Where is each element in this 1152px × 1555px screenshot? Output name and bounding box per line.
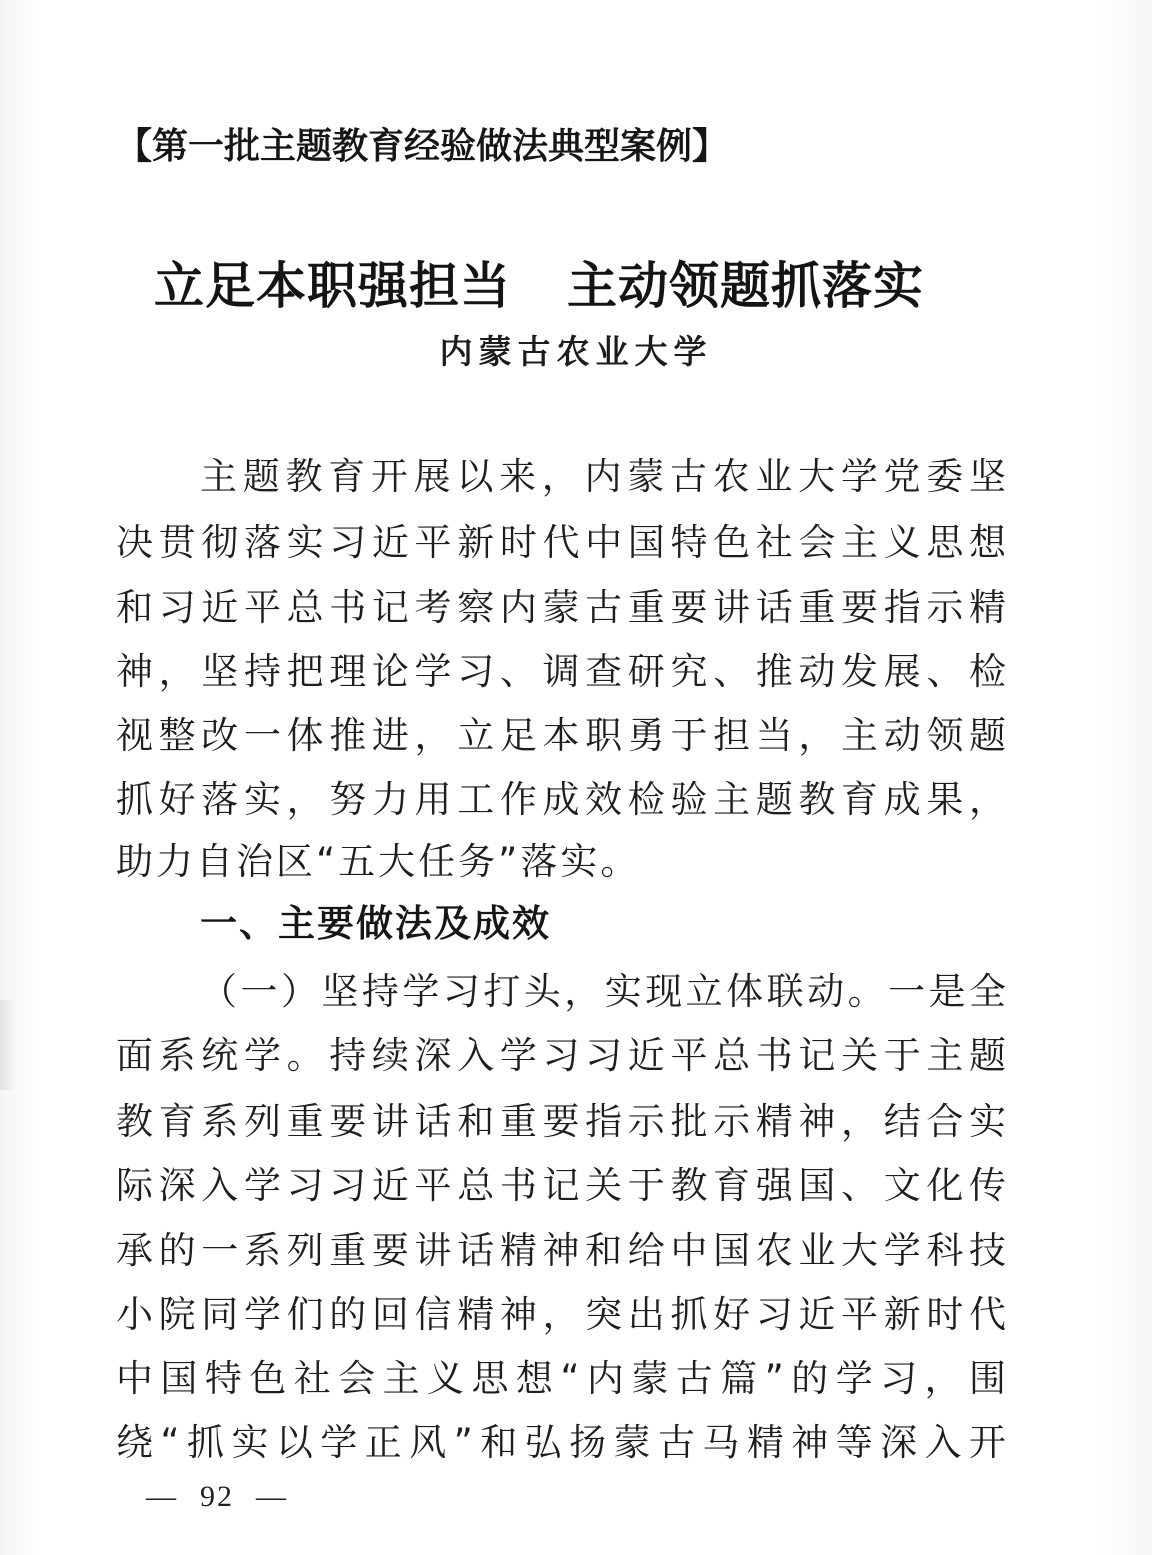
body-line: 际深入学习习近平总书记关于教育强国、文化传	[116, 1164, 1006, 1207]
intro-line: 视整改一体推进，立足本职勇于担当，主动领题	[116, 714, 1006, 757]
intro-line: 助力自治区“五大任务”落实。	[116, 840, 641, 883]
sub-section-lead: （一）坚持学习打头，实现立体联动。	[200, 970, 889, 1013]
intro-line: 决贯彻落实习近平新时代中国特色社会主义思想	[116, 521, 1006, 564]
intro-line: 和习近平总书记考察内蒙古重要讲话重要指示精	[116, 586, 1006, 629]
body-line: 承的一系列重要讲话精神和给中国农业大学科技	[116, 1229, 1006, 1272]
body-line: 绕“抓实以学正风”和弘扬蒙古马精神等深入开	[116, 1421, 1006, 1464]
page-number-dash-right: —	[256, 1480, 288, 1513]
page-number-footer	[146, 1480, 288, 1514]
section-heading: 一、主要做法及成效	[200, 902, 551, 945]
intro-line: 抓好落实，努力用工作成效检验主题教育成果，	[116, 778, 1006, 821]
body-line: 教育系列重要讲话和重要指示批示精神，结合实	[116, 1100, 1006, 1143]
series-label: 【第一批主题教育经验做法典型案例】	[116, 126, 729, 167]
sub-section-first-line	[200, 970, 1006, 1014]
page-number: 92	[200, 1480, 234, 1513]
intro-line: 主题教育开展以来，内蒙古农业大学党委坚	[200, 455, 1006, 498]
sub-section-first-line-rest: 一是全	[888, 970, 1006, 1013]
page-number-dash-left: —	[146, 1480, 178, 1513]
body-line: 小院同学们的回信精神，突出抓好习近平新时代	[116, 1293, 1006, 1336]
intro-line: 神，坚持把理论学习、调查研究、推动发展、检	[116, 650, 1006, 693]
author: 内蒙古农业大学	[439, 332, 713, 371]
page-title	[154, 246, 924, 318]
scan-edge-shadow	[0, 1000, 16, 1090]
body-line: 面系统学。持续深入学习习近平总书记关于主题	[116, 1034, 1006, 1077]
title-part-1: 立足本职强担当	[154, 256, 511, 315]
title-part-2: 主动领题抓落实	[567, 256, 924, 315]
body-line: 中国特色社会主义思想“内蒙古篇”的学习，围	[116, 1357, 1006, 1400]
